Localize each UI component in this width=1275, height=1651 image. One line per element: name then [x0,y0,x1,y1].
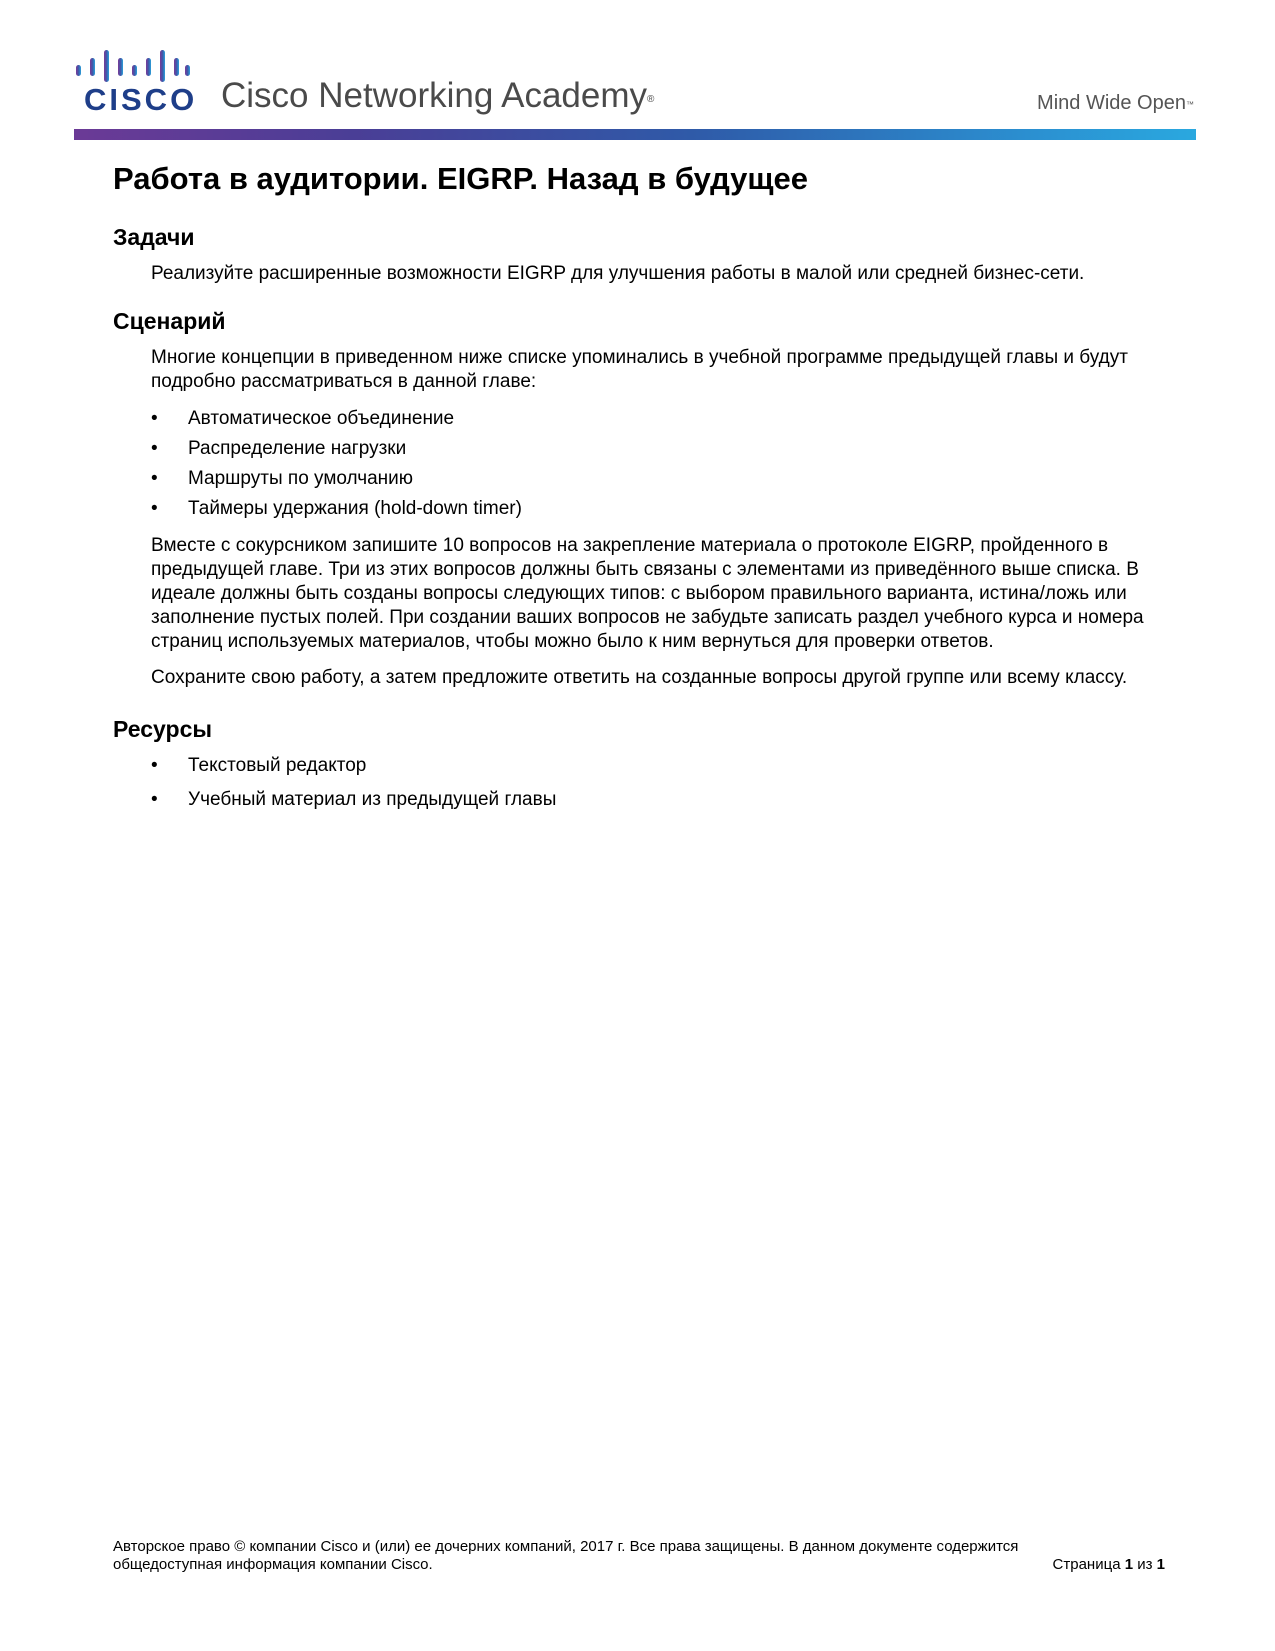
cisco-logo [74,48,198,117]
list-item-text: Учебный материал из предыдущей главы [188,789,557,810]
scenario-paragraph-2: Сохраните свою работу, а затем предложите ответить на созданные вопросы другой группе или всему классу. [151,667,1128,688]
resources-heading: Ресурсы [113,716,213,742]
bullet-icon: • [151,789,158,810]
scenario-paragraph-1: Вместе с сокурсником запишите 10 вопросов на закрепление материала о протоколе EIGRP, пройденного в предыдущей главе. Три из этих вопросов должны быть связаны с элементами из приведённого выше списка. В идеале должны быть созданы вопросы следующих типов: с выбором правильного варианта, истина/ложь или заполнение пустых полей. При создании ваших вопросов не забудьте записать раздел учебного курса и номера страниц используемых материалов, чтобы можно было к ним вернуться для проверки ответов. [151,535,1144,652]
list-item-text: Таймеры удержания (hold-down timer) [188,498,522,519]
tagline [1037,91,1194,115]
objectives-heading: Задачи [113,224,195,250]
academy-name-text: Cisco Networking Academy [221,76,647,115]
cisco-bars-icon [76,48,190,82]
list-item [113,497,1165,521]
page-of-label: из [1137,1556,1153,1573]
list-item [113,407,1165,431]
page-total: 1 [1156,1556,1165,1573]
bullet-icon: • [151,468,158,489]
bullet-icon: • [151,498,158,519]
list-item-text: Маршруты по умолчанию [188,468,414,489]
academy-name [221,76,654,116]
trademark-mark: ™ [1186,100,1194,109]
document-body [113,160,1165,812]
page-footer [113,1538,1165,1574]
list-item-text: Текстовый редактор [188,755,367,776]
header-color-rule [74,129,1196,140]
list-item [113,437,1165,461]
cisco-wordmark: CISCO [84,82,198,117]
list-item [113,467,1165,491]
tagline-text: Mind Wide Open [1037,92,1186,114]
resources-list [113,754,1165,812]
bullet-icon: • [151,408,158,429]
scenario-heading: Сценарий [113,308,226,334]
objectives-text: Реализуйте расширенные возможности EIGRP для улучшения работы в малой или средней бизнес-сети. [151,263,1085,284]
bullet-icon: • [151,438,158,459]
registered-mark: ® [647,94,655,105]
page-number [1053,1556,1165,1574]
list-item-text: Распределение нагрузки [188,438,407,459]
bullet-icon: • [151,755,158,776]
page-header [74,44,1196,144]
copyright-notice: Авторское право © компании Cisco и (или) ее дочерних компаний, 2017 г. Все права защищены. В данном документе содержится общедоступная информация компании Cisco. [113,1538,1019,1573]
page-label: Страница [1052,1556,1121,1573]
list-item-text: Автоматическое объединение [188,408,455,429]
scenario-intro: Многие концепции в приведенном ниже списке упоминались в учебной программе предыдущей главы и будут подробно рассматриваться в данной главе: [151,347,1128,392]
list-item [113,788,1165,812]
scenario-list [113,407,1165,521]
document-title: Работа в аудитории. EIGRP. Назад в будущее [113,161,809,196]
list-item [113,754,1165,778]
page-current: 1 [1124,1556,1134,1573]
